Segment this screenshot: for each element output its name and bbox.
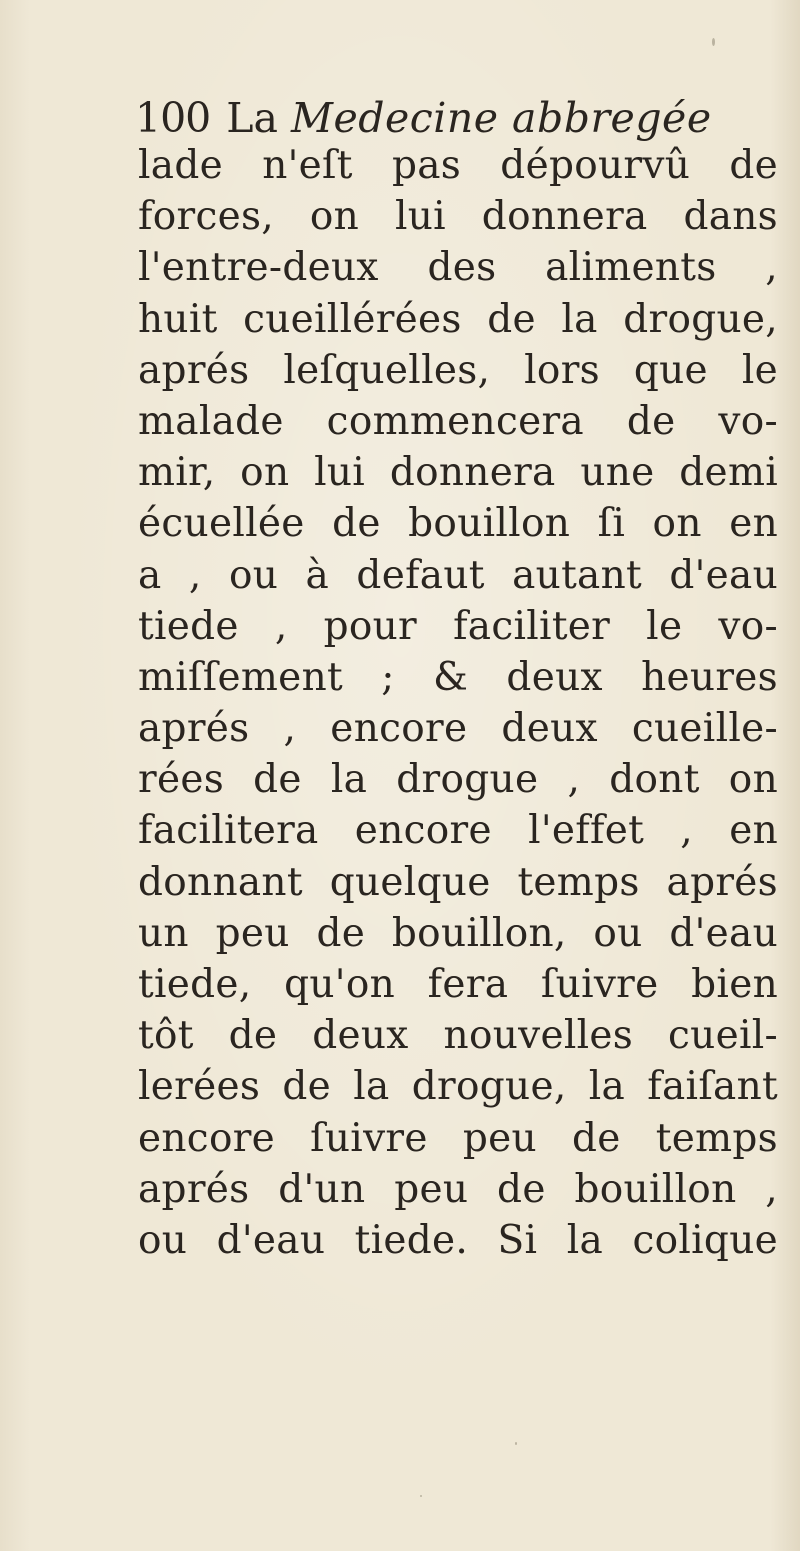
text-line: encore ſuivre peu de temps	[138, 1115, 778, 1161]
text-line: rées de la drogue , dont on	[138, 757, 778, 803]
text-line: forces, on lui donnera dans	[138, 194, 778, 240]
text-line: l'entre-deux des aliments ,	[138, 245, 778, 291]
text-line: miſſement ; & deux heures	[138, 654, 778, 700]
text-line: donnant quelque temps aprés	[138, 859, 778, 905]
text-line: malade commencera de vo-	[138, 398, 778, 444]
page-number: 100	[135, 94, 211, 142]
text-line: tiede, qu'on fera ſuivre bien	[138, 962, 778, 1007]
text-line: facilitera encore l'effet , en	[138, 808, 778, 854]
text-line: aprés leſquelles, lors que le	[138, 347, 778, 393]
text-line: lade n'eſt pas dépourvû de	[138, 143, 778, 188]
running-head	[135, 92, 775, 144]
running-title-article: La	[226, 94, 278, 142]
text-line: mir, on lui donnera une demi	[138, 450, 778, 496]
text-line: huit cueillérées de la drogue,	[138, 296, 778, 342]
paper-speck	[712, 38, 715, 46]
text-line: écuellée de bouillon ſi on en	[138, 501, 778, 547]
text-line: aprés d'un peu de bouillon ,	[138, 1166, 778, 1212]
text-line: lerées de la drogue, la faiſant	[138, 1064, 778, 1110]
running-title: Medecine abbregée	[290, 94, 712, 142]
body-text	[138, 140, 778, 1266]
text-line: ou d'eau tiede. Si la colique	[138, 1217, 778, 1263]
text-line: a , ou à defaut autant d'eau	[138, 552, 778, 598]
text-line: tôt de deux nouvelles cueil-	[138, 1013, 778, 1059]
paper-speck	[515, 1442, 517, 1445]
paper-speck	[420, 1495, 422, 1497]
text-line: aprés , encore deux cueille-	[138, 706, 778, 752]
text-line: tiede , pour faciliter le vo-	[138, 603, 778, 649]
text-line: un peu de bouillon, ou d'eau	[138, 910, 778, 956]
